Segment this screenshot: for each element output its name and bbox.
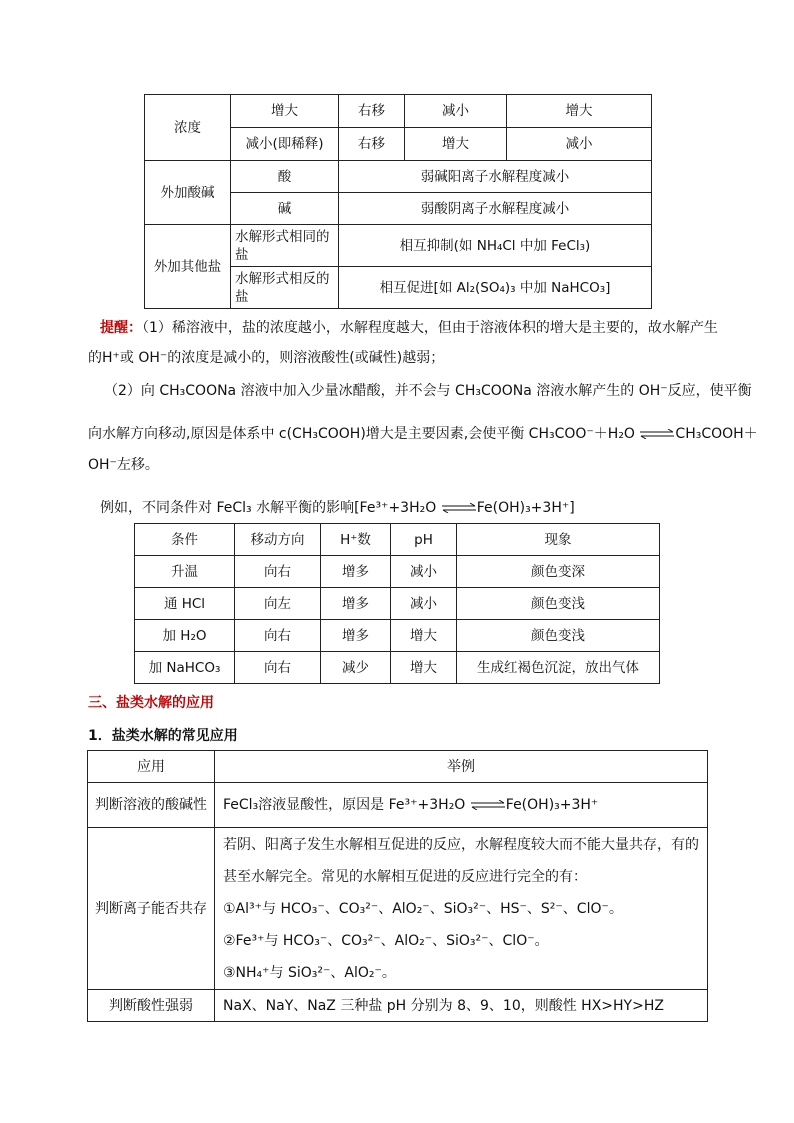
table-cell: 相互抑制(如 NH₄Cl 中加 FeCl₃) [339,225,652,267]
equilibrium-arrow-icon [639,429,675,439]
coexist-line: ①Al³⁺与 HCO₃⁻、CO₃²⁻、AlO₂⁻、SiO₃²⁻、HS⁻、S²⁻、ClO⁻。 [223,900,623,917]
table-cell [215,828,708,990]
table-cell: 增大 [405,128,507,161]
table-cell: 水解形式相反的盐 [231,267,339,309]
table-cell: 减小 [391,556,457,588]
table-cell: 颜色变浅 [457,588,660,620]
table-cell: 加 H₂O [135,620,235,652]
tip-line: 向水解方向移动,原因是体系中 c(CH₃COOH)增大是主要因素,会使平衡 CH₃COO⁻＋H₂O CH₃COOH＋ [88,426,758,442]
tip-label: 提醒： [100,320,142,336]
table-header: 现象 [457,524,660,556]
table-row [88,828,708,990]
table-header-row [88,751,708,783]
table-header: 移动方向 [235,524,321,556]
table-cell: 减小 [405,95,507,128]
table-cell: 水解形式相同的盐 [231,225,339,267]
fecl3-conditions-table [134,523,660,684]
table-cell: 向右 [235,652,321,684]
equilibrium-arrow-icon [441,503,477,513]
table-cell: 碱 [231,193,339,225]
subsection-heading: 1．盐类水解的常见应用 [88,728,238,744]
table-cell: FeCl₃溶液显酸性，原因是 Fe³⁺+3H₂O Fe(OH)₃+3H⁺ [215,783,708,828]
table-cell: 增大 [231,95,339,128]
table-cell: 酸 [231,161,339,193]
table-cell: 减小(即稀释) [231,128,339,161]
table-header: 应用 [88,751,215,783]
table-cell: 增大 [391,620,457,652]
table-cell: 弱碱阳离子水解程度减小 [339,161,652,193]
table-cell: 减小 [391,588,457,620]
table-cell: 减小 [507,128,652,161]
coexist-line: 若阴、阳离子发生水解相互促进的反应，水解程度较大而不能大量共存，有的 [223,836,699,853]
table-cell: 减少 [321,652,391,684]
table-cell: 外加酸碱 [145,161,231,225]
table-cell: 增大 [391,652,457,684]
table-cell: 颜色变深 [457,556,660,588]
table-row [88,783,708,828]
table-row [145,95,652,128]
table-cell: 相互促进[如 Al₂(SO₄)₃ 中加 NaHCO₃] [339,267,652,309]
table-row [135,556,660,588]
table-header: H⁺数 [321,524,391,556]
section-heading: 三、盐类水解的应用 [88,695,214,711]
factors-table [144,94,652,309]
table-cell: 生成红褐色沉淀，放出气体 [457,652,660,684]
table-cell: 增大 [507,95,652,128]
table-cell: 右移 [339,95,405,128]
table-cell: 增多 [321,620,391,652]
table-row [135,588,660,620]
coexist-line: ②Fe³⁺与 HCO₃⁻、CO₃²⁻、AlO₂⁻、SiO₃²⁻、ClO⁻。 [223,932,549,949]
table-row [145,225,652,267]
table-header: 举例 [215,751,708,783]
tip-line: 的H⁺或 OH⁻的浓度是减小的，则溶液酸性(或碱性)越弱； [88,350,445,366]
table-cell: 通 HCl [135,588,235,620]
table-cell: 增多 [321,588,391,620]
example-line: 例如，不同条件对 FeCl₃ 水解平衡的影响[Fe³⁺+3H₂O Fe(OH)₃+3H⁺] [100,500,575,516]
table-row [88,990,708,1022]
table-cell: 右移 [339,128,405,161]
table-cell: 增多 [321,556,391,588]
table-row [145,161,652,193]
tip-line: （2）向 CH₃COONa 溶液中加入少量冰醋酸，并不会与 CH₃COONa 溶液水解产生的 OH⁻反应，使平衡 [104,383,752,399]
table-header: 条件 [135,524,235,556]
table-row [135,620,660,652]
table-cell: 外加其他盐 [145,225,231,309]
table-cell: 弱酸阴离子水解程度减小 [339,193,652,225]
table-cell: 向右 [235,620,321,652]
table-cell: 判断离子能否共存 [88,828,215,990]
applications-table [87,750,708,1022]
tip-line: 提醒：（1）稀溶液中，盐的浓度越小，水解程度越大，但由于溶液体积的增大是主要的，故水解产生 [100,320,718,336]
table-cell: 升温 [135,556,235,588]
table-cell: 向左 [235,588,321,620]
table-header-row [135,524,660,556]
tip-line: OH⁻左移。 [88,457,159,473]
table-cell: 颜色变浅 [457,620,660,652]
table-cell: NaX、NaY、NaZ 三种盐 pH 分别为 8、9、10，则酸性 HX>HY>HZ [215,990,708,1022]
table-cell: 判断酸性强弱 [88,990,215,1022]
table-row [135,652,660,684]
table-cell: 向右 [235,556,321,588]
table-header: pH [391,524,457,556]
equilibrium-arrow-icon [470,800,506,810]
table-cell: 加 NaHCO₃ [135,652,235,684]
table-cell: 判断溶液的酸碱性 [88,783,215,828]
table-cell: 浓度 [145,95,231,161]
coexist-line: ③NH₄⁺与 SiO₃²⁻、AlO₂⁻。 [223,964,396,981]
coexist-line: 甚至水解完全。常见的水解相互促进的反应进行完全的有： [223,868,587,885]
